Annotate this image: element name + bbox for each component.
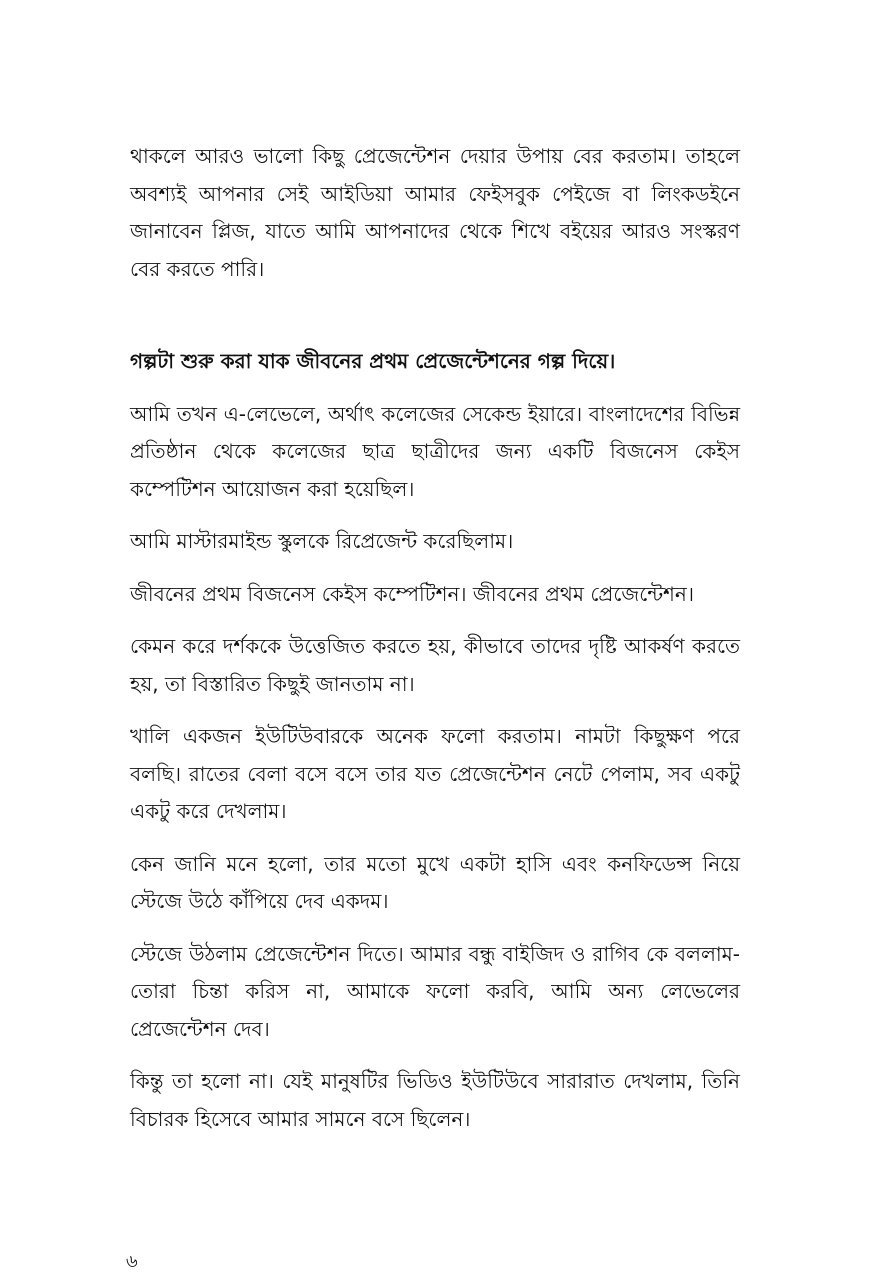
- page-body: [130, 138, 740, 1138]
- paragraph-intro: থাকলে আরও ভালো কিছু প্রেজেন্টেশন দেয়ার উপায় বের করতাম। তাহলে অবশ্যই আপনার সেই আইডিয়া আমার ফেইসবুক পেইজে বা লিংকডইনে জানাবেন প্লিজ, যাতে আমি আপনাদের থেকে শিখে বইয়ের আরও সংস্করণ বের করতে পারি।: [130, 144, 740, 281]
- paragraph: স্টেজে উঠলাম প্রেজেন্টেশন দিতে। আমার বন্ধু বাইজিদ ও রাগিব কে বললাম- তোরা চিন্তা করিস না, আমাকে ফলো করবি, আমি অন্য লেভেলের প্রেজেন্টেশন দেব।: [130, 941, 740, 1041]
- paragraph: আমি তখন এ-লেভেলে, অর্থাৎ কলেজের সেকেন্ড ইয়ারে। বাংলাদেশের বিভিন্ন প্রতিষ্ঠান থেকে কলেজের ছাত্র ছাত্রীদের জন্য একটি বিজনেস কেইস কম্পেটিশন আয়োজন করা হয়েছিল।: [130, 401, 740, 501]
- paragraph: কেন জানি মনে হলো, তার মতো মুখে একটা হাসি এবং কনফিডেন্স নিয়ে স্টেজে উঠে কাঁপিয়ে দেব একদম।: [130, 851, 740, 913]
- paragraph: কেমন করে দর্শককে উত্তেজিত করতে হয়, কীভাবে তাদের দৃষ্টি আকর্ষণ করতে হয়, তা বিস্তারিত কিছুই জানতাম না।: [130, 634, 740, 696]
- section-heading: গল্পটা শুরু করা যাক জীবনের প্রথম প্রেজেন্টেশনের গল্প দিয়ে।: [130, 349, 616, 373]
- page-number: ৬: [126, 1251, 138, 1272]
- paragraph: খালি একজন ইউটিউবারকে অনেক ফলো করতাম। নামটা কিছুক্ষণ পরে বলছি। রাতের বেলা বসে বসে তার যত প্রেজেন্টেশন নেটে পেলাম, সব একটু একটু করে দেখলাম।: [130, 724, 740, 823]
- paragraph: জীবনের প্রথম বিজনেস কেইস কম্পেটিশন। জীবনের প্রথম প্রেজেন্টেশন।: [130, 581, 694, 606]
- paragraph: কিন্তু তা হলো না। যেই মানুষটির ভিডিও ইউটিউবে সারারাত দেখলাম, তিনি বিচারক হিসেবে আমার সামনে বসে ছিলেন।: [130, 1069, 740, 1131]
- paragraph: আমি মাস্টারমাইন্ড স্কুলকে রিপ্রেজেন্ট করেছিলাম।: [130, 529, 514, 553]
